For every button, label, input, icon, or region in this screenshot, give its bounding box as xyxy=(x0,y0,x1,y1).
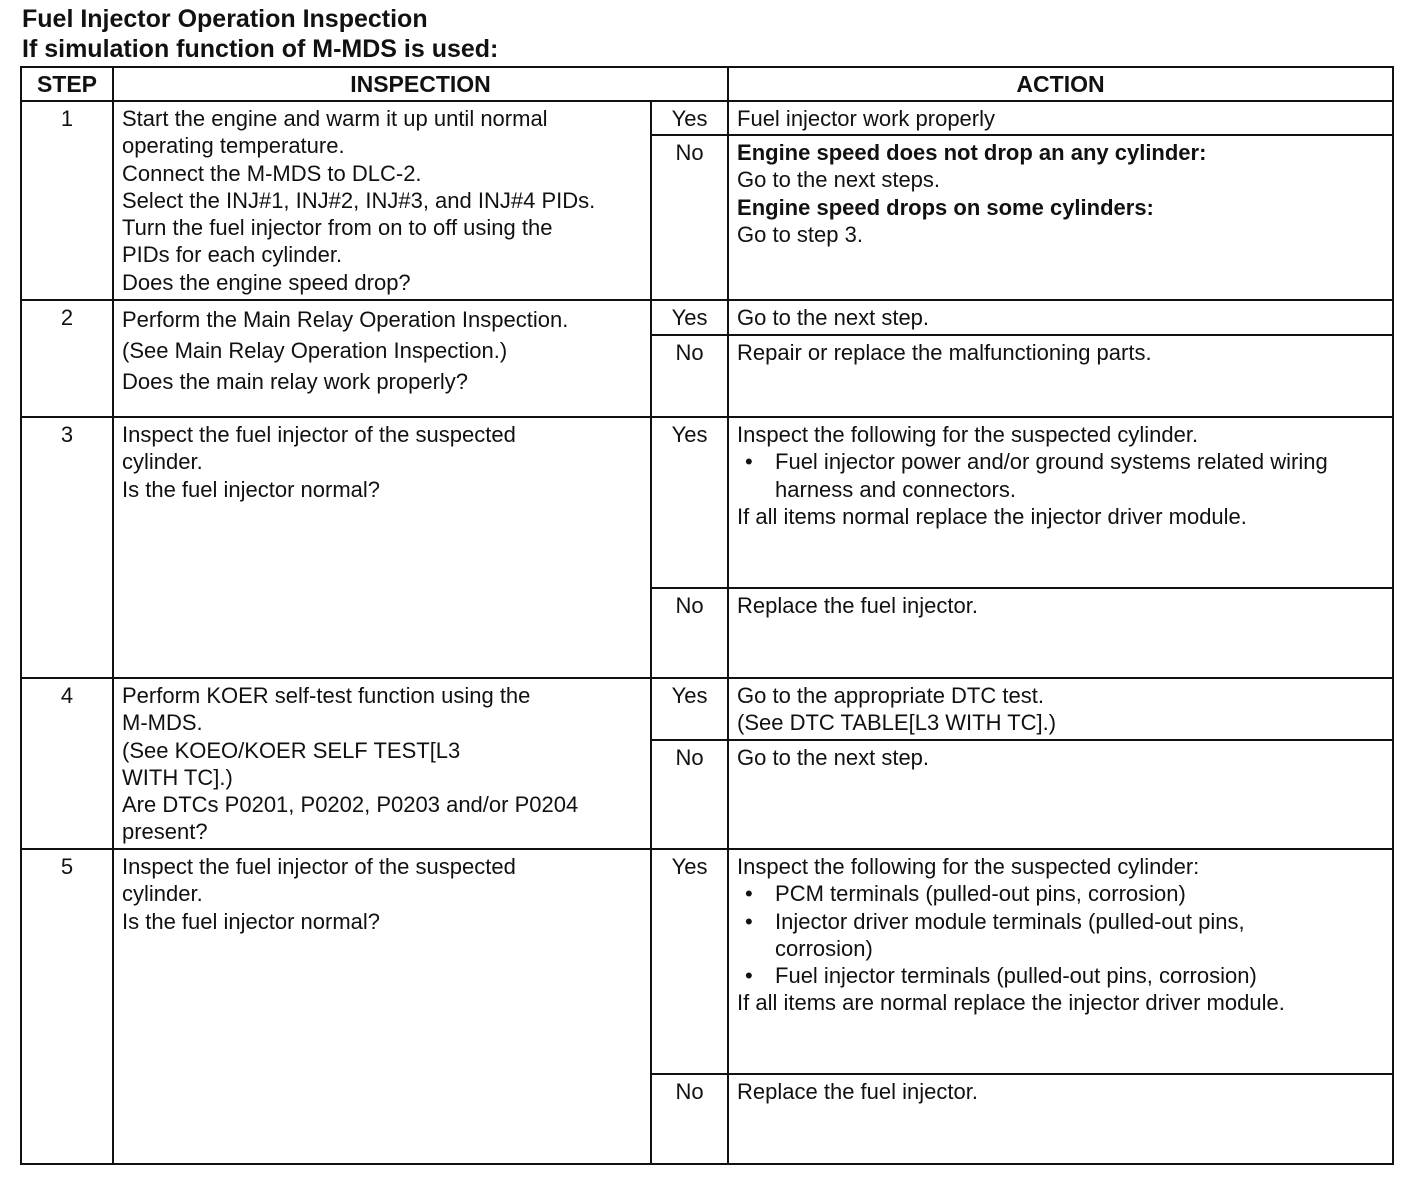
inspection-table xyxy=(20,66,1394,1165)
action-text: Go to the next steps. xyxy=(737,167,941,193)
inspection-line: Select the INJ#1, INJ#2, INJ#3, and INJ#4 PIDs. xyxy=(122,187,596,213)
table-row xyxy=(21,678,1393,740)
bullet-item xyxy=(737,962,1386,989)
step-number: 4 xyxy=(21,678,113,849)
no-action xyxy=(728,740,1393,849)
inspection-line: cylinder. xyxy=(122,449,203,475)
yes-label: Yes xyxy=(651,300,728,335)
table-row xyxy=(21,101,1393,135)
inspection-cell xyxy=(113,678,651,849)
bullet-icon: • xyxy=(745,881,753,907)
action-text: (See DTC TABLE[L3 WITH TC].) xyxy=(737,710,1057,736)
bullet-text: harness and connectors. xyxy=(775,476,1016,502)
inspection-line: WITH TC].) xyxy=(122,764,233,790)
yes-label: Yes xyxy=(651,849,728,1074)
yes-action xyxy=(728,101,1393,135)
table-header-row xyxy=(21,67,1393,101)
action-text: Fuel injector work properly xyxy=(737,106,995,131)
bullet-text: PCM terminals (pulled-out pins, corrosion) xyxy=(775,881,1186,907)
no-label: No xyxy=(651,740,728,849)
step-number: 1 xyxy=(21,101,113,300)
page-title: Fuel Injector Operation Inspection xyxy=(22,5,428,33)
bullet-text: Injector driver module terminals (pulled-out pins, xyxy=(775,908,1245,934)
yes-action xyxy=(728,849,1393,1074)
action-text: Go to step 3. xyxy=(737,221,863,247)
page-subtitle: If simulation function of M-MDS is used: xyxy=(22,35,499,63)
inspection-line: Turn the fuel injector from on to off using the xyxy=(122,215,553,241)
inspection-line: cylinder. xyxy=(122,881,203,907)
inspection-line: PIDs for each cylinder. xyxy=(122,242,343,268)
bullet-text: Fuel injector terminals (pulled-out pins, corrosion) xyxy=(775,963,1257,989)
action-heading: Engine speed does not drop an any cylinder: xyxy=(737,140,1207,165)
action-text: Inspect the following for the suspected cylinder. xyxy=(737,422,1199,447)
inspection-line: present? xyxy=(122,819,208,845)
inspection-line: Perform the Main Relay Operation Inspection. xyxy=(122,307,569,332)
bullet-icon: • xyxy=(745,963,753,989)
action-text: Go to the appropriate DTC test. xyxy=(737,683,1044,708)
step-number: 5 xyxy=(21,849,113,1164)
inspection-line: M-MDS. xyxy=(122,710,203,736)
action-text: Go to the next step. xyxy=(737,305,930,330)
bullet-text: corrosion) xyxy=(775,935,873,961)
inspection-line: Is the fuel injector normal? xyxy=(122,908,381,934)
action-text: Replace the fuel injector. xyxy=(737,593,978,618)
inspection-line: operating temperature. xyxy=(122,133,345,159)
inspection-line: Are DTCs P0201, P0202, P0203 and/or P0204 xyxy=(122,792,579,818)
step-number: 2 xyxy=(21,300,113,417)
no-action xyxy=(728,135,1393,300)
no-label: No xyxy=(651,1074,728,1164)
header-step: STEP xyxy=(21,67,113,101)
bullet-text: Fuel injector power and/or ground systems related wiring xyxy=(775,449,1328,475)
table-row xyxy=(21,849,1393,1074)
yes-action xyxy=(728,300,1393,335)
no-label: No xyxy=(651,335,728,417)
bullet-item xyxy=(737,908,1386,963)
no-label: No xyxy=(651,135,728,300)
bullet-icon: • xyxy=(745,908,753,934)
inspection-line: Does the engine speed drop? xyxy=(122,269,411,295)
table-row xyxy=(21,417,1393,588)
inspection-line: Start the engine and warm it up until normal xyxy=(122,106,548,131)
inspection-line: Inspect the fuel injector of the suspected xyxy=(122,422,516,447)
yes-label: Yes xyxy=(651,678,728,740)
bullet-item xyxy=(737,880,1386,907)
inspection-line: (See Main Relay Operation Inspection.) xyxy=(122,338,508,363)
inspection-line: Perform KOER self-test function using the xyxy=(122,683,531,708)
action-heading: Engine speed drops on some cylinders: xyxy=(737,194,1154,220)
yes-label: Yes xyxy=(651,101,728,135)
yes-label: Yes xyxy=(651,417,728,588)
yes-action xyxy=(728,678,1393,740)
header-inspection: INSPECTION xyxy=(113,67,728,101)
no-action xyxy=(728,335,1393,417)
no-action xyxy=(728,588,1393,678)
action-text: Inspect the following for the suspected cylinder: xyxy=(737,854,1200,879)
inspection-line: Is the fuel injector normal? xyxy=(122,476,381,502)
inspection-cell xyxy=(113,300,651,417)
inspection-cell xyxy=(113,849,651,1164)
inspection-line: Inspect the fuel injector of the suspected xyxy=(122,854,516,879)
inspection-line: (See KOEO/KOER SELF TEST[L3 xyxy=(122,737,461,763)
inspection-cell xyxy=(113,101,651,300)
yes-action xyxy=(728,417,1393,588)
header-action: ACTION xyxy=(728,67,1393,101)
action-text: If all items are normal replace the injector driver module. xyxy=(737,990,1285,1016)
inspection-cell xyxy=(113,417,651,678)
table-row xyxy=(21,300,1393,335)
bullet-item xyxy=(737,448,1386,503)
inspection-line: Does the main relay work properly? xyxy=(122,369,469,394)
action-text: Repair or replace the malfunctioning parts. xyxy=(737,340,1152,365)
bullet-icon: • xyxy=(745,449,753,475)
no-label: No xyxy=(651,588,728,678)
inspection-line: Connect the M-MDS to DLC-2. xyxy=(122,160,422,186)
no-action xyxy=(728,1074,1393,1164)
step-number: 3 xyxy=(21,417,113,678)
action-text: If all items normal replace the injector driver module. xyxy=(737,503,1247,529)
action-text: Replace the fuel injector. xyxy=(737,1079,978,1104)
action-text: Go to the next step. xyxy=(737,745,930,770)
